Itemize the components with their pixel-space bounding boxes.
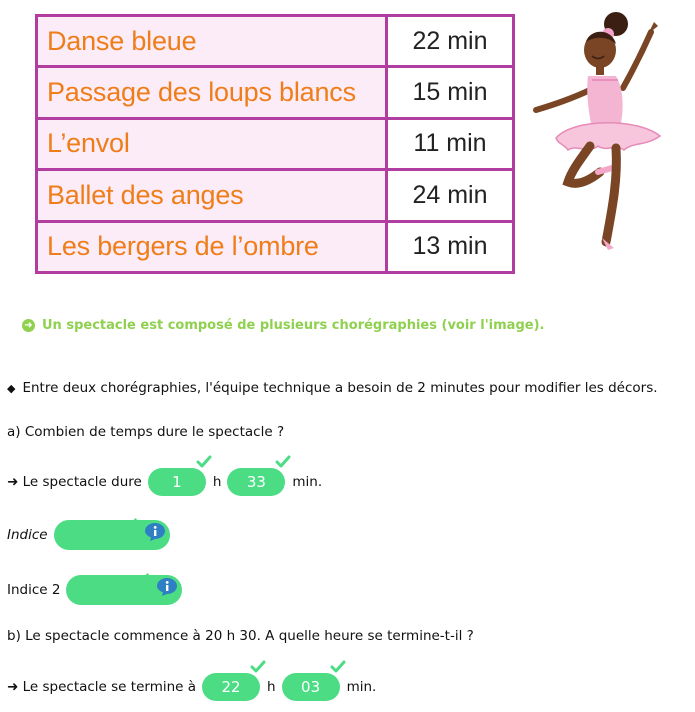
hours-answer-b-value: 22: [221, 678, 241, 696]
diamond-bullet-icon: ◆: [7, 381, 16, 395]
table-row: [37, 16, 514, 67]
choreography-duration: 24 min: [387, 170, 514, 221]
answer-a-prefix: ➜ Le spectacle dure: [7, 474, 142, 490]
arrow-circle-icon: ➜: [22, 319, 35, 332]
question-a: a) Combien de temps dure le spectacle ?: [7, 424, 285, 440]
choreography-name: Passage des loups blancs: [37, 67, 387, 118]
check-icon: [196, 455, 212, 469]
minutes-unit: min.: [292, 474, 323, 490]
ballerina-illustration: [528, 10, 688, 255]
minutes-answer-a[interactable]: [227, 468, 285, 496]
answer-b-line: [7, 673, 376, 701]
hint-button-2[interactable]: [66, 575, 182, 605]
choreography-name: Danse bleue: [37, 16, 387, 67]
minutes-answer-b-value: 03: [301, 678, 321, 696]
table-row: [37, 67, 514, 118]
choreography-duration: 15 min: [387, 67, 514, 118]
hint-line-2: [7, 575, 182, 605]
tick-mark: [125, 514, 137, 526]
choreography-duration: 22 min: [387, 16, 514, 67]
minutes-answer-b[interactable]: [282, 673, 340, 701]
choreography-duration: 11 min: [387, 118, 514, 169]
bullet-line: [7, 380, 658, 396]
minutes-answer-a-value: 33: [246, 473, 266, 491]
answer-a-line: [7, 468, 322, 496]
tick-mark: [137, 569, 149, 581]
hint-button-1[interactable]: [54, 520, 170, 550]
hours-unit: h: [267, 679, 276, 695]
choreography-table: [35, 14, 515, 274]
bullet-text: Entre deux chorégraphies, l'équipe technique a besoin de 2 minutes pour modifier les décors.: [22, 380, 658, 396]
check-icon: [330, 660, 346, 674]
table-row: [37, 118, 514, 169]
table-row: [37, 170, 514, 221]
minutes-unit: min.: [346, 679, 377, 695]
check-icon: [275, 455, 291, 469]
hint-line-1: [7, 520, 170, 550]
check-icon: [250, 660, 266, 674]
intro-text: Un spectacle est composé de plusieurs chorégraphies (voir l'image).: [42, 318, 545, 333]
hint-label-1: Indice: [7, 527, 48, 543]
hours-unit: h: [212, 474, 222, 490]
choreography-duration: 13 min: [387, 221, 514, 272]
info-speech-icon[interactable]: [144, 522, 166, 542]
choreography-name: L’envol: [37, 118, 387, 169]
table-row: [37, 221, 514, 272]
info-speech-icon[interactable]: [156, 577, 178, 597]
hours-answer-a[interactable]: [148, 468, 206, 496]
choreography-name: Ballet des anges: [37, 170, 387, 221]
answer-b-prefix: ➜ Le spectacle se termine à: [7, 679, 197, 695]
hint-label-2: Indice 2: [7, 582, 61, 598]
hours-answer-b[interactable]: [202, 673, 260, 701]
choreography-name: Les bergers de l’ombre: [37, 221, 387, 272]
question-b: b) Le spectacle commence à 20 h 30. A quelle heure se termine-t-il ?: [7, 628, 474, 644]
intro-line: [22, 318, 544, 333]
hours-answer-a-value: 1: [172, 473, 182, 491]
